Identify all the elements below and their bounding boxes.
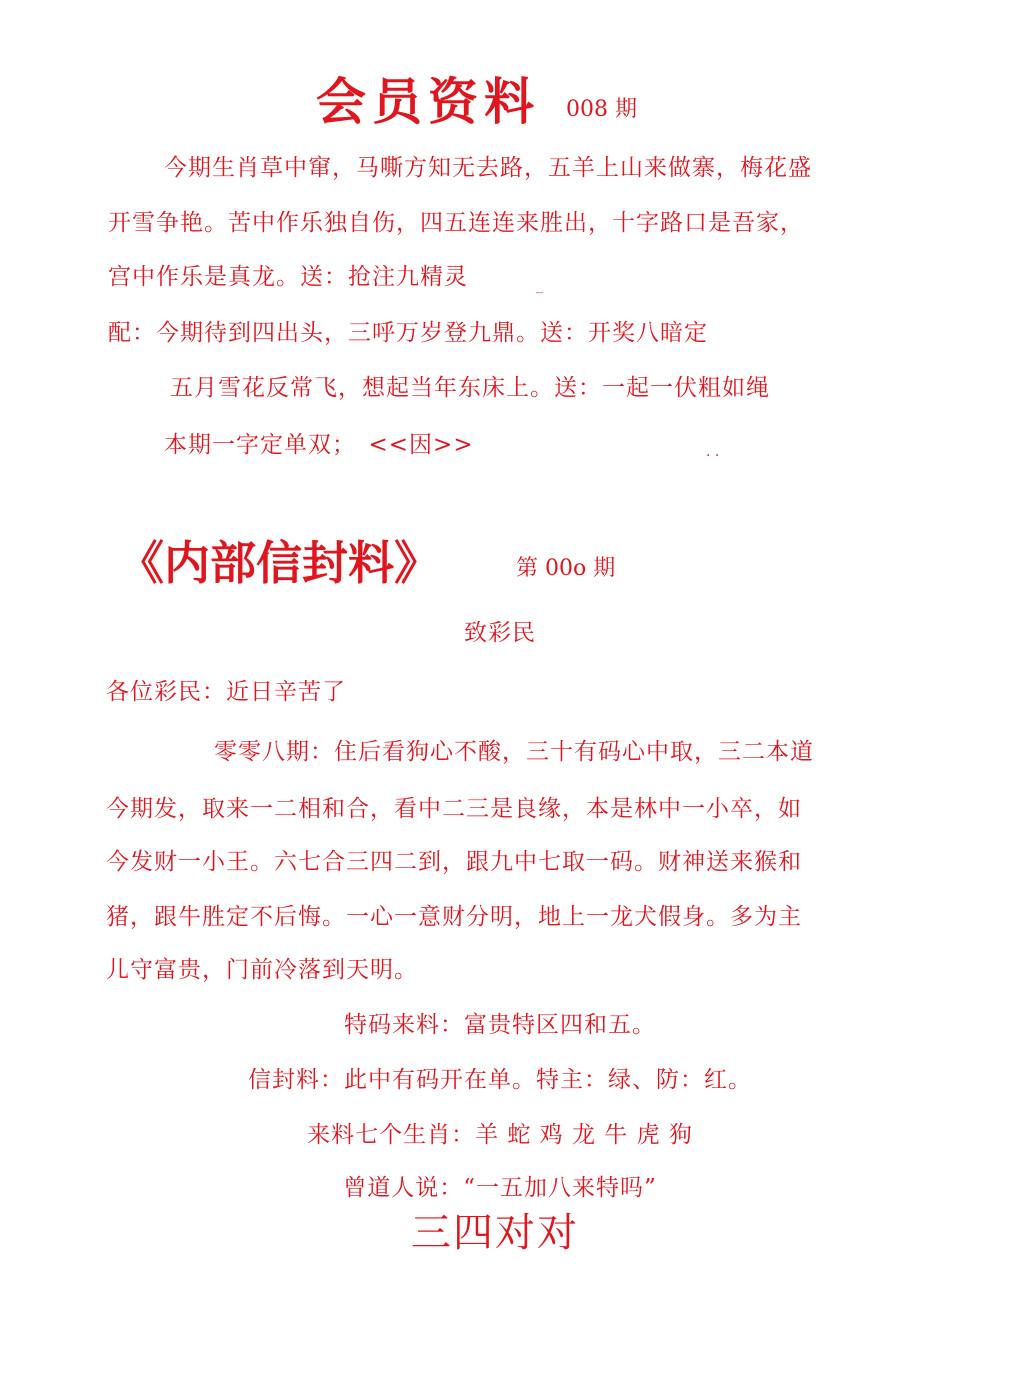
- envelope-line-1: 零零八期：住后看狗心不酸，三十有码心中取，三二本道: [214, 739, 814, 765]
- stray-dots-mark: · ·: [706, 448, 720, 464]
- quote-line: 曾道人说：“一五加八来特吗”: [343, 1175, 657, 1201]
- envelope-title: 《内部信封料》: [118, 536, 440, 590]
- member-info-line-2: 开雪争艳。苦中作乐独自伤，四五连连来胜出，十字路口是吾家，: [108, 210, 804, 236]
- stray-dash-mark: _: [536, 278, 543, 294]
- final-conclusion: 三四对对: [411, 1210, 579, 1256]
- envelope-issue: 第 00о 期: [516, 556, 616, 581]
- member-info-line-3: 宫中作乐是真龙。送：抢注九精灵: [108, 264, 468, 290]
- envelope-greeting: 各位彩民：近日辛苦了: [106, 679, 346, 705]
- member-info-issue: 008 期: [566, 97, 637, 122]
- envelope-line-2: 今期发，取来一二相和合，看中二三是良缘，本是林中一小卒，如: [106, 796, 802, 822]
- special-code-line: 特码来料：富贵特区四和五。: [344, 1012, 656, 1038]
- zodiac-list-line: 来料七个生肖：羊 蛇 鸡 龙 牛 虎 狗: [307, 1122, 693, 1148]
- member-info-line-6: 本期一字定单双； <<因>>: [164, 432, 474, 458]
- envelope-line-5: 儿守富贵，门前冷落到天明。: [106, 957, 418, 983]
- member-info-line-5: 五月雪花反常飞，想起当年东床上。送：一起一伏粗如绳: [170, 375, 770, 401]
- member-info-line-4: 配：今期待到四出头，三呼万岁登九鼎。送：开奖八暗定: [108, 320, 708, 346]
- envelope-note-line: 信封料：此中有码开在单。特主：绿、防：红。: [248, 1067, 752, 1093]
- envelope-heading: 致彩民: [464, 620, 536, 646]
- envelope-line-4: 猪，跟牛胜定不后悔。一心一意财分明，地上一龙犬假身。多为主: [106, 904, 802, 930]
- envelope-line-3: 今发财一小王。六七合三四二到，跟九中七取一码。财神送来猴和: [106, 849, 802, 875]
- member-info-title: 会员资料: [316, 72, 540, 131]
- member-info-line-1: 今期生肖草中窜，马嘶方知无去路，五羊上山来做寨，梅花盛: [164, 155, 812, 181]
